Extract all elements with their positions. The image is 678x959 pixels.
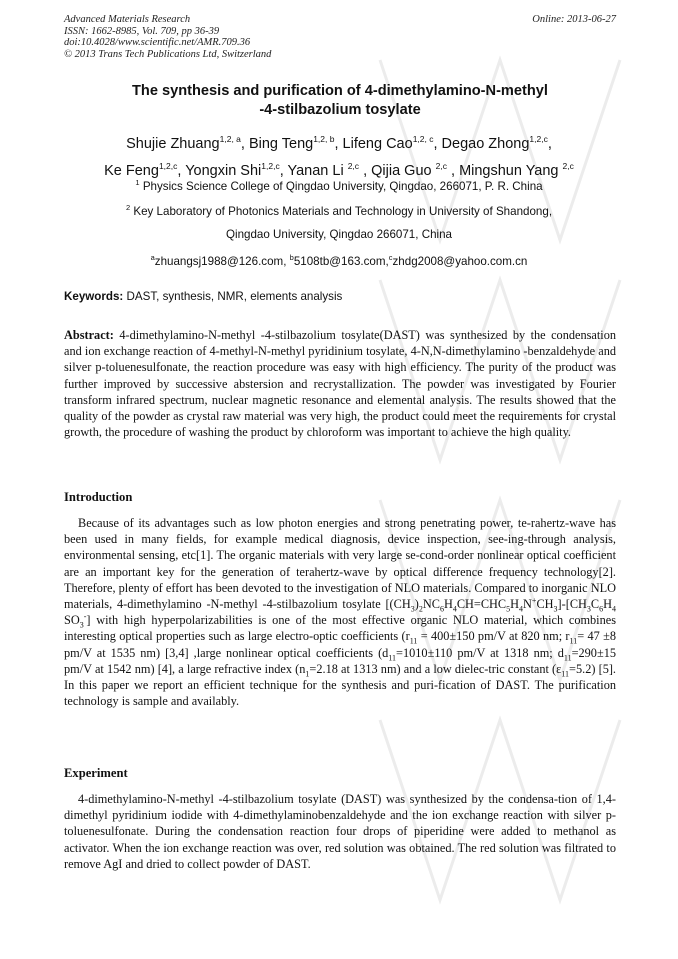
- email-line: $^a$zhuangsj1988@126.com, $^b$5108tb@163.com,$^c$zhdg2008@yahoo.com.cn: [150, 253, 528, 268]
- introduction-heading: Introduction: [64, 490, 133, 504]
- author: Shujie Zhuang$^{1,2, a}$,: [126, 134, 249, 152]
- paper-title: [64, 82, 616, 120]
- author-list: [40, 128, 638, 182]
- title-line-2: -4-stilbazolium tosylate: [259, 102, 421, 118]
- author: Yongxin Shi$^{1,2,c}$,: [185, 160, 288, 179]
- affiliation-1: $^1$ Physics Science College of Qingdao University, Qingdao, 266071, P. R. China: [135, 178, 543, 193]
- journal-name: Advanced Materials Research: [64, 14, 191, 25]
- affiliation-2: $^2$ Key Laboratory of Photonics Materials and Technology in University of Shandong,: [125, 203, 553, 218]
- title-line-1: The synthesis and purification of 4-dimethylamino-N-methyl: [132, 83, 548, 99]
- author: Degao Zhong$^{1,2,c}$,: [441, 134, 552, 152]
- journal-header: [64, 14, 616, 60]
- keywords-label: Keywords:: [64, 290, 124, 303]
- introduction-paragraph: Because of its advantages such as low photon energies and strong penetrating power, te-rahertz-wave has been used in many fields, for example medical diagnosis, device inspection, see-ing-through analysis, environmental sensing, etc[1]. The organic materials with very large se-cond-order nonlinear optical coefficient are an important key for the generation of terahertz-wave by optical difference frequency technology[2]. Therefore, plenty of effort has been devoted to the investigation of NLO materials. Compared to inorganic NLO materials, 4-dimethylamino -N-methyl -4-stilbazolium tosylate $[(CH_3)_2NC_6H_4CH=CHC_5H_4N^+CH_3]-[CH_3C_6H_4$ $SO_3^-$] with high hyperpolarizabilities is one of the most effective organic NLO material, which combines interesting optical properties such as large electro-optic coefficients ($r_{11} = 400\pm 150$ pm/V at 820 nm; $r_{11}= 47 \pm 8$ pm/V at 1535 nm) [3,4] ,large nonlinear optical coefficients ($d_{11}=1010\pm 110$ pm/V at 1318 nm; $d_{11}=290\pm 15$ pm/V at 1542 nm) [4], a large refractive index ($n_1=2.18$ at 1313 nm) and a low dielec-tric constant $(\varepsilon_{11}=5.2)$ [5]. In this paper we report an efficient technique for the synthesis and puri-fication of DAST. The purification technology is sample and availably.: [64, 516, 617, 709]
- abstract-text: 4-dimethylamino-N-methyl -4-stilbazolium tosylate(DAST) was synthesized by the condensation and ion exchange reaction of 4-methyl-N-methyl pyridinium tosylate, 4-N,N-dimethylamino -benzaldehyde and silver p-toluenesulfonate, the reaction procedure was easy with high efficiency. The purity of the product was further improved by successive abstersion and recrystallization. The powder was investigated by Fourier transform infrared spectrum, nuclear magnetic resonance and elemental analysis. The results showed that the quality of the powder as crystal raw material was very high, the product could meet the requirements for crystal growth, the procedure of washing the product by chloroform was important to achieve the high quality.: [64, 328, 616, 440]
- issn-line: ISSN: 1662-8985, Vol. 709, pp 36-39: [64, 25, 220, 37]
- doi-line: doi:10.4028/www.scientific.net/AMR.709.36: [64, 37, 251, 48]
- experiment-paragraph: 4-dimethylamino-N-methyl -4-stilbazolium tosylate (DAST) was synthesized by the condensa-tion of 1,4-dimethyl pyridinium iodide with 4-dimethylaminobenzaldehyde and the ion exchange reaction with silver p-toluenesulfonate. During the condensation reaction four drops of piperidine were added to methanol as activator. When the ion exchange reaction was over, red solution was obtained. The red solution was filtrated to remove AgI and dried to collect powder of DAST.: [64, 792, 616, 871]
- author: Mingshun Yang $^{2,c}$: [459, 160, 574, 179]
- abstract: [64, 327, 616, 440]
- author: Ke Feng$^{1,2,c}$,: [104, 160, 182, 179]
- online-date: Online: 2013-06-27: [532, 14, 616, 25]
- copyright-line: © 2013 Trans Tech Publications Ltd, Switzerland: [64, 48, 272, 60]
- experiment-heading: Experiment: [64, 766, 128, 780]
- author: Bing Teng$^{1,2, b}$,: [248, 134, 343, 152]
- keywords: [64, 290, 616, 303]
- author: Yanan Li $^{2,c}$ ,: [287, 160, 368, 179]
- author: Lifeng Cao$^{1,2, c}$,: [342, 134, 442, 152]
- keywords-text: DAST, synthesis, NMR, elements analysis: [123, 290, 343, 303]
- affiliation-2-cont: Qingdao University, Qingdao 266071, China: [225, 228, 452, 241]
- author: Qijia Guo $^{2,c}$ ,: [371, 160, 456, 179]
- abstract-label: Abstract:: [64, 328, 114, 342]
